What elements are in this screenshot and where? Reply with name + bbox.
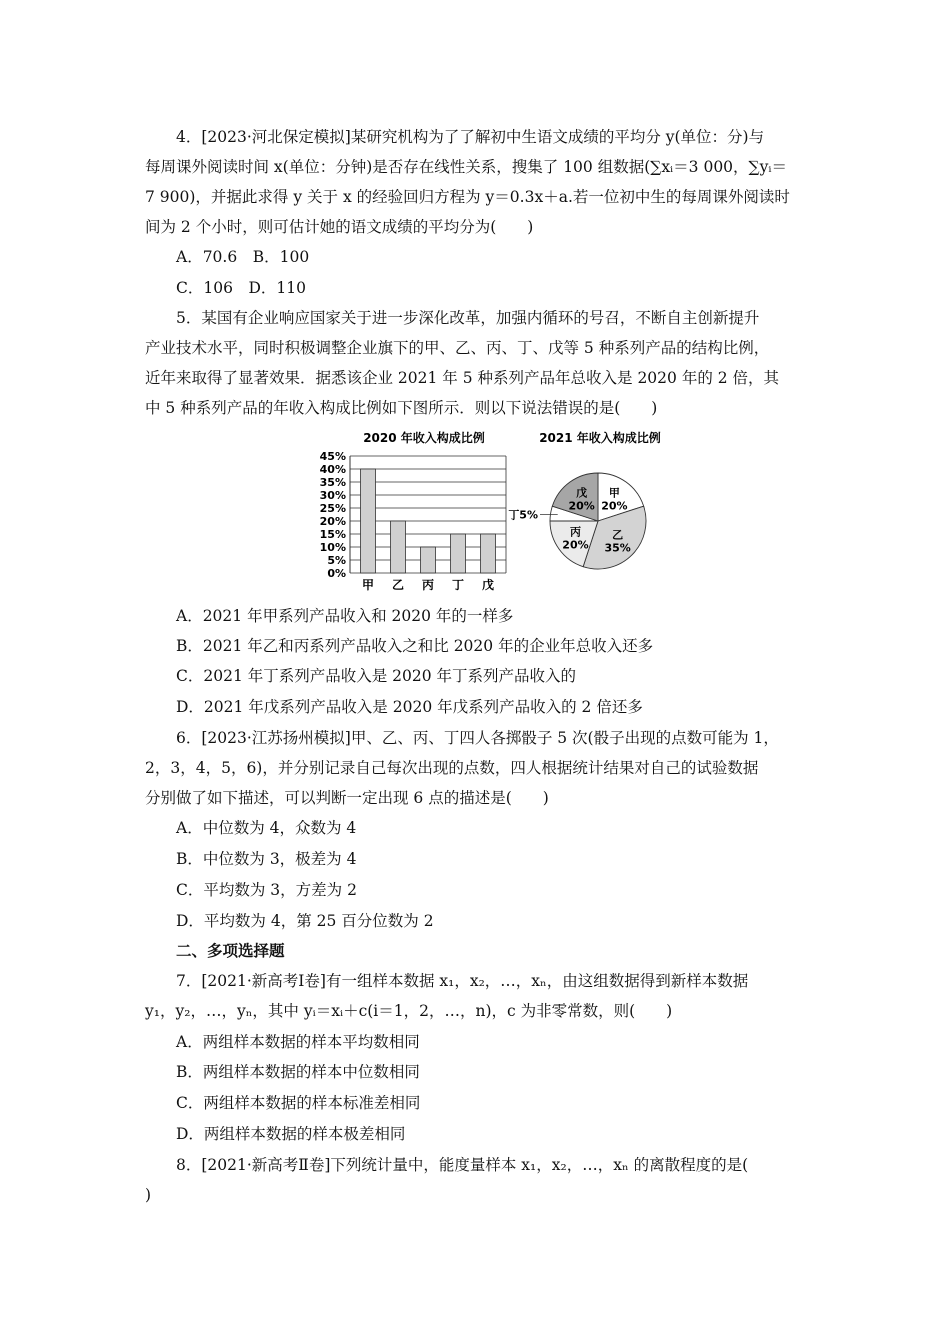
q7-option-d: D．两组样本数据的样本极差相同 — [176, 1125, 406, 1143]
pie-value-label: 20% — [562, 538, 589, 552]
bar-乙 — [391, 521, 406, 573]
bar-y-tick-label: 25% — [319, 502, 346, 515]
q6-line-2: 2，3，4，5，6)，并分别记录自己每次出现的点数，四人根据统计结果对自己的试验数据 — [145, 759, 759, 777]
bar-x-tick-label: 丁 — [451, 578, 465, 592]
charts-svg — [310, 428, 680, 592]
bar-y-tick-label: 30% — [319, 489, 346, 502]
q7-line-2: y₁，y₂，…，yₙ，其中 yᵢ＝xᵢ＋c(i＝1，2，…，n)，c 为非零常数，则( ) — [145, 1002, 673, 1020]
q5-option-d: D．2021 年戊系列产品收入是 2020 年戊系列产品收入的 2 倍还多 — [176, 698, 643, 716]
q5-option-a: A．2021 年甲系列产品收入和 2020 年的一样多 — [176, 607, 514, 625]
q4-line-2: 每周课外阅读时间 x(单位：分钟)是否存在线性关系，搜集了 100 组数据(∑xᵢ＝3 000，∑yᵢ＝ — [145, 158, 787, 176]
q6-line-3: 分别做了如下描述，可以判断一定出现 6 点的描述是( ) — [145, 789, 549, 807]
bar-y-tick-label: 35% — [319, 476, 346, 489]
section-heading-multiple-choice: 二、多项选择题 — [176, 941, 285, 960]
q7-option-b: B．两组样本数据的样本中位数相同 — [176, 1063, 420, 1081]
bar-甲 — [361, 469, 376, 573]
bar-x-tick-label: 丙 — [421, 578, 435, 592]
q6-line-1: 6．[2023·江苏扬州模拟]甲、乙、丙、丁四人各掷骰子 5 次(骰子出现的点数可能为 1， — [176, 729, 779, 747]
q6-option-d: D．平均数为 4，第 25 百分位数为 2 — [176, 912, 434, 930]
bar-y-tick-label: 10% — [319, 541, 346, 554]
q4-options-ab: A．70.6 B．100 — [176, 248, 310, 266]
q4-options-cd: C．106 D．110 — [176, 279, 306, 297]
pie-chart-plot — [508, 473, 646, 569]
q8-line-2: ) — [145, 1186, 152, 1204]
pie-label: 丙 — [569, 525, 581, 539]
bar-y-tick-label: 45% — [319, 450, 346, 463]
q5-line-2: 产业技术水平，同时积极调整企业旗下的甲、乙、丙、丁、戊等 5 种系列产品的结构比例， — [145, 339, 770, 357]
bar-chart-plot — [320, 450, 506, 592]
pie-value-label: 35% — [604, 541, 631, 555]
q6-option-b: B．中位数为 3，极差为 4 — [176, 850, 357, 868]
q5-option-b: B．2021 年乙和丙系列产品收入之和比 2020 年的企业年总收入还多 — [176, 637, 654, 655]
q4-line-1: 4．[2023·河北保定模拟]某研究机构为了了解初中生语文成绩的平均分 y(单位：分)与 — [176, 128, 765, 146]
bar-y-tick-label: 0% — [327, 567, 346, 580]
bar-chart-title: 2020 年收入构成比例 — [363, 431, 485, 445]
q6-option-c: C．平均数为 3，方差为 2 — [176, 881, 357, 899]
q4-line-4: 间为 2 个小时，则可估计她的语文成绩的平均分为( ) — [145, 218, 534, 236]
bar-丙 — [421, 547, 436, 573]
bar-y-tick-label: 20% — [319, 515, 346, 528]
q7-option-a: A．两组样本数据的样本平均数相同 — [176, 1033, 420, 1051]
q5-option-c: C．2021 年丁系列产品收入是 2020 年丁系列产品收入的 — [176, 667, 577, 685]
bar-x-tick-label: 戊 — [481, 578, 495, 592]
q7-option-c: C．两组样本数据的样本标准差相同 — [176, 1094, 421, 1112]
bar-丁 — [451, 534, 466, 573]
q5-line-3: 近年来取得了显著效果．据悉该企业 2021 年 5 种系列产品年总收入是 2020 年的 2 倍，其 — [145, 369, 780, 387]
pie-value-label: 20% — [568, 499, 595, 513]
bar-x-tick-label: 乙 — [391, 578, 405, 592]
pie-label: 甲 — [608, 486, 620, 500]
bar-x-tick-label: 甲 — [361, 578, 375, 592]
pie-value-label: 20% — [601, 499, 628, 513]
pie-label: 丁5% — [508, 508, 538, 522]
q6-option-a: A．中位数为 4，众数为 4 — [176, 819, 357, 837]
bar-戊 — [481, 534, 496, 573]
pie-label: 乙 — [612, 528, 624, 542]
q5-line-4: 中 5 种系列产品的年收入构成比例如下图所示．则以下说法错误的是( ) — [145, 399, 658, 417]
bar-y-tick-label: 5% — [327, 554, 346, 567]
q5-line-1: 5．某国有企业响应国家关于进一步深化改革，加强内循环的号召，不断自主创新提升 — [176, 309, 760, 327]
pie-chart-title: 2021 年收入构成比例 — [539, 431, 661, 445]
q4-line-3: 7 900)，并据此求得 y 关于 x 的经验回归方程为 y＝0.3x＋a.若一位初中生的每周课外阅读时 — [145, 188, 790, 206]
pie-label: 戊 — [576, 486, 588, 500]
bar-y-tick-label: 40% — [319, 463, 346, 476]
q5-charts-figure — [310, 428, 680, 596]
q7-line-1: 7．[2021·新高考Ⅰ卷]有一组样本数据 x₁，x₂，…，xₙ，由这组数据得到新样本数据 — [176, 972, 749, 990]
q8-line-1: 8．[2021·新高考Ⅱ卷]下列统计量中，能度量样本 x₁，x₂，…，xₙ 的离散程度的是( — [176, 1156, 749, 1174]
bar-y-tick-label: 15% — [319, 528, 346, 541]
